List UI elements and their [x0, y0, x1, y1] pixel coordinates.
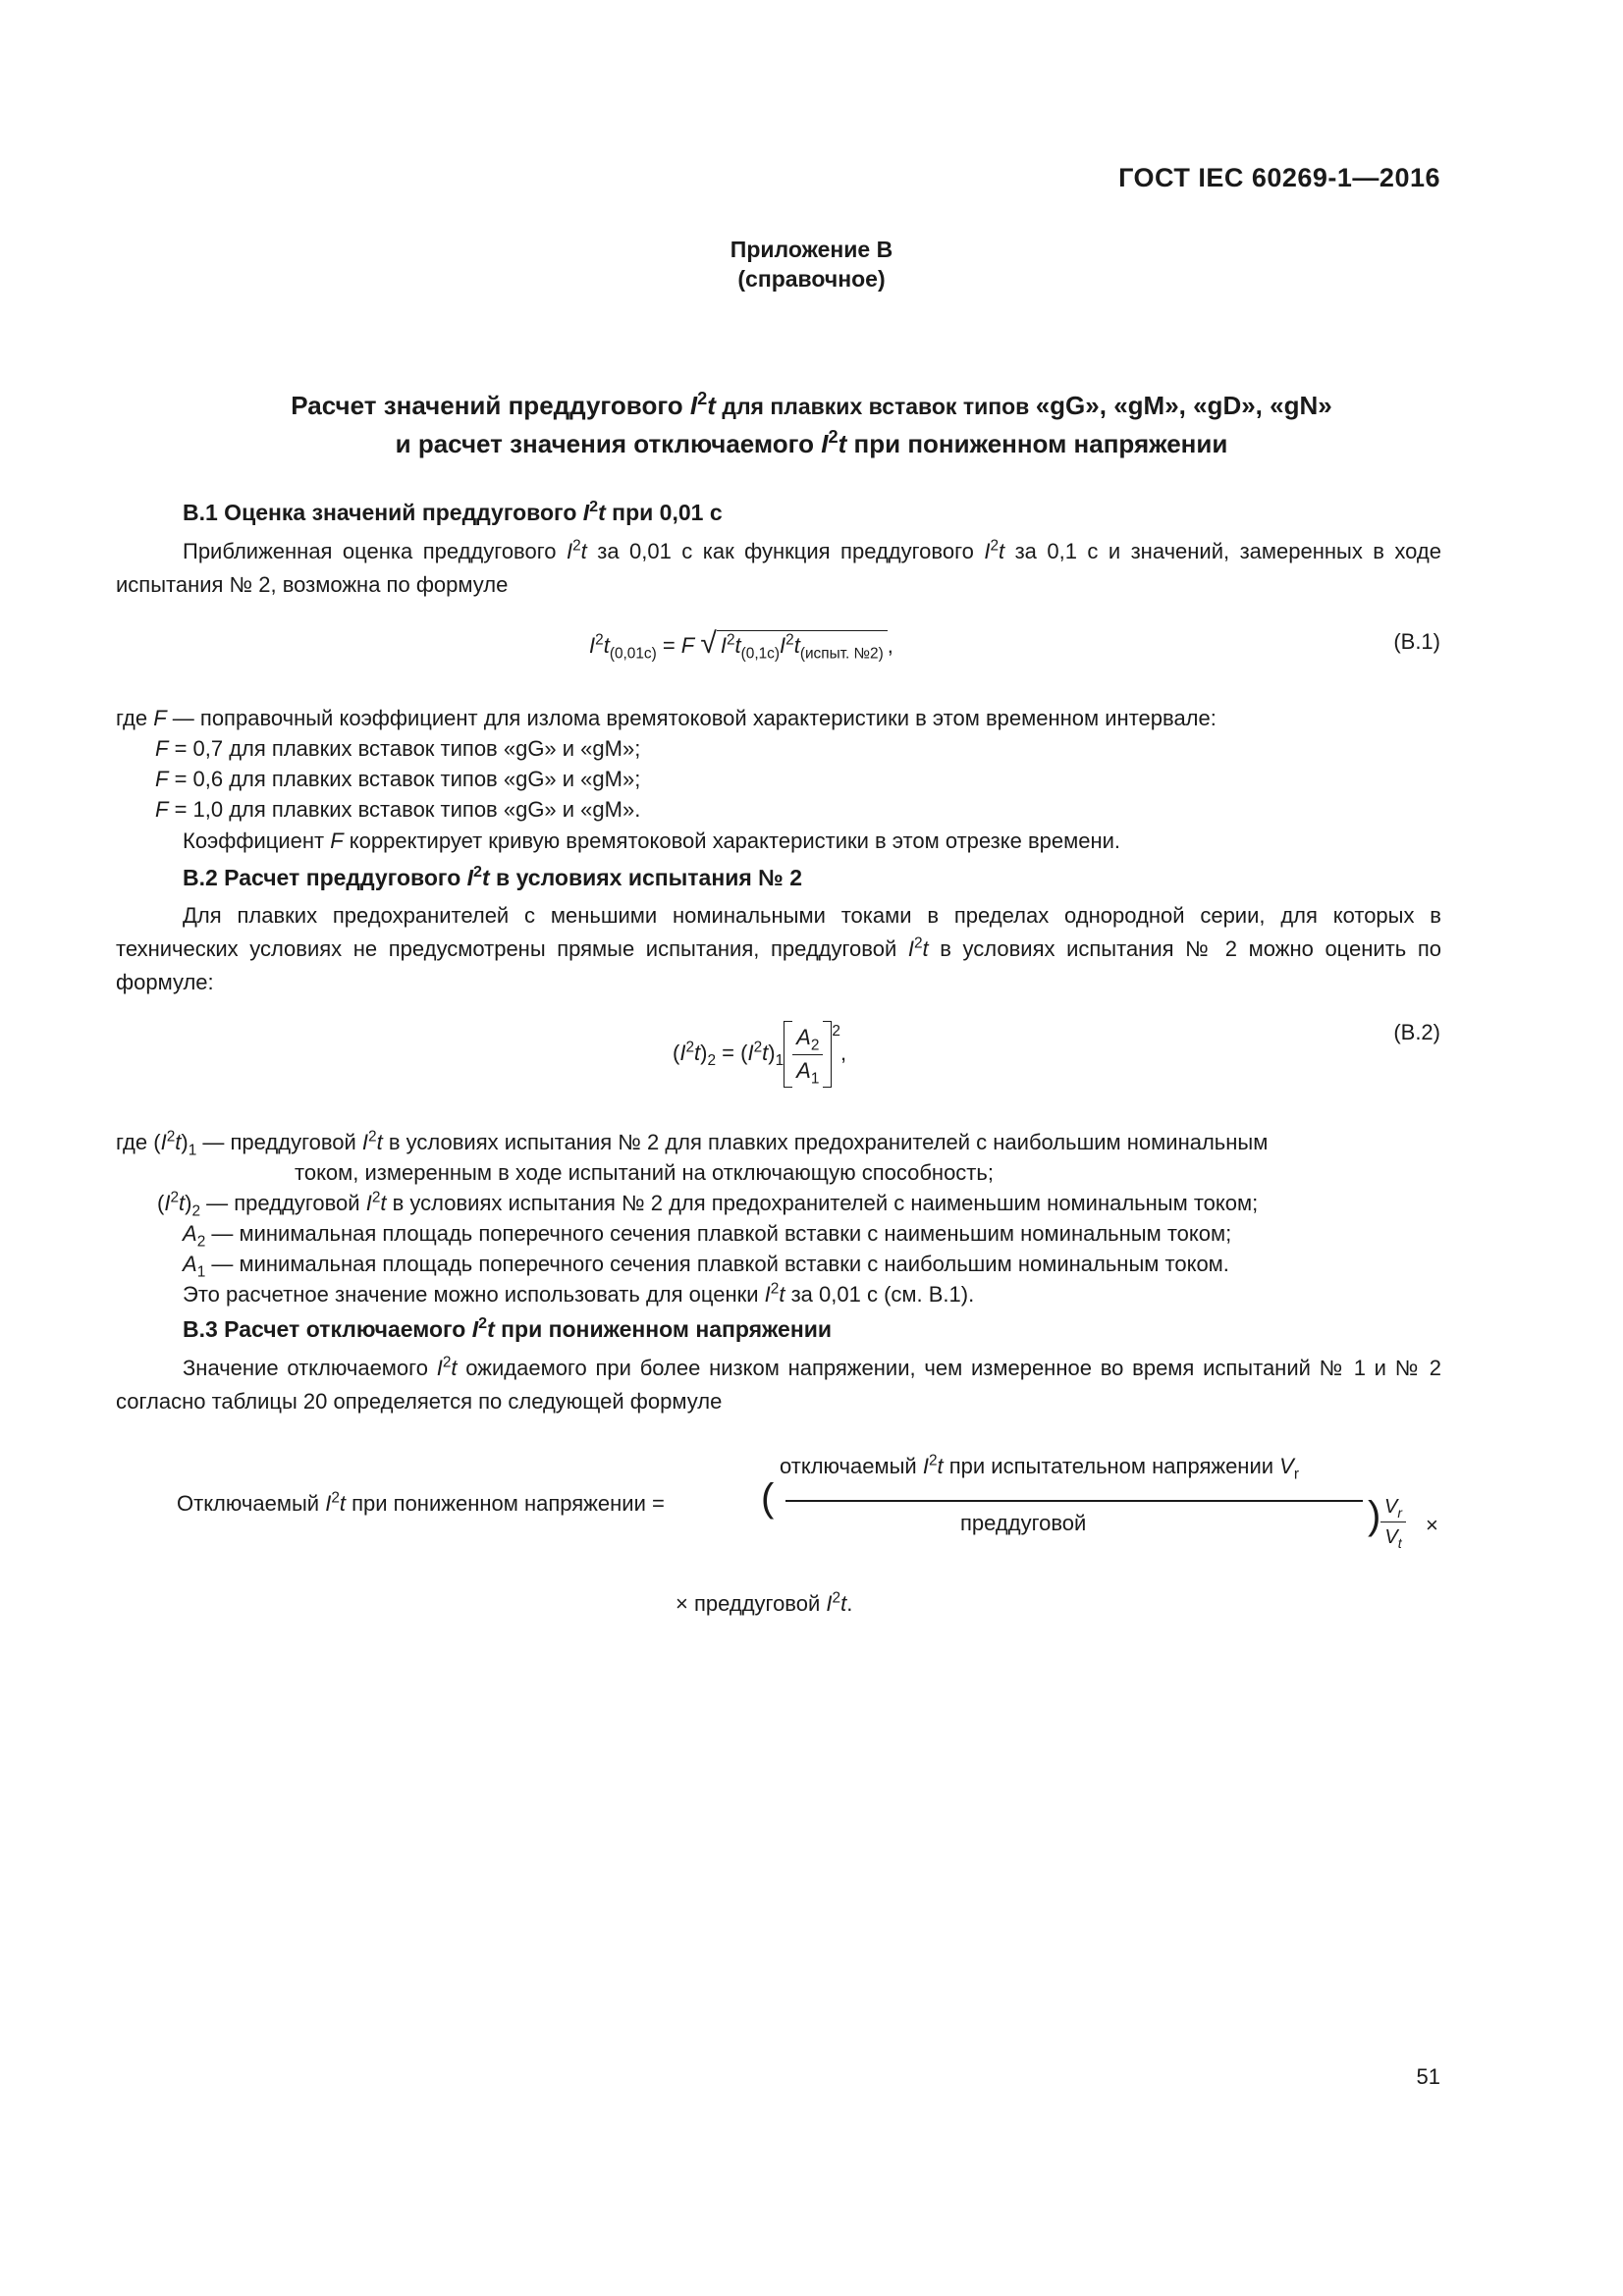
formula-b3-numerator: отключаемый $I^2t$ при испытательном напряжении $V_r$	[780, 1452, 1299, 1483]
formula-b3-times: ×	[1426, 1513, 1438, 1537]
section-heading-b3: В.3 Расчет отключаемого $I^2t$ при пониженном напряжении	[183, 1314, 833, 1342]
equation-number-b2: (В.2)	[1393, 1020, 1440, 1044]
formula-b3-lhs: Отключаемый $I^2t$ при пониженном напряжении =	[177, 1489, 665, 1516]
main-title-line2: и расчет значения отключаемого $I^2t$ при пониженном напряжении	[395, 427, 1228, 458]
value-f-2: F = 0,6 для плавких вставок типов «gG» и «gM»;	[155, 767, 641, 791]
area-ratio: $\frac{A_2}{A_1}$	[792, 1024, 823, 1085]
formula-b1: $I^2t_{(0,01с)} = F$ √ $I^2t_{(0,1с)}I^2t_{(испыт. №2)}$ ,	[589, 627, 893, 663]
definition-a1: $A_1$ — минимальная площадь поперечного сечения плавкой вставки с наибольшим номинальным током.	[183, 1252, 1229, 1281]
formula-b3-open-paren: (	[761, 1476, 775, 1520]
main-title	[0, 387, 1623, 462]
paragraph-b1: Приближенная оценка преддугового $I^2t$ за 0,01 с как функция преддугового $I^2t$ за 0,1 с и значений, замеренных в ходе испытания № 2, возможна по формуле	[116, 537, 1442, 597]
formula-b3-exponent: $\frac{V_r}{V_t}$	[1380, 1494, 1406, 1550]
sqrt-sign-icon: √	[700, 627, 717, 660]
value-f-1: F = 0,7 для плавких вставок типов «gG» и «gM»;	[155, 736, 641, 761]
definition-a2: $A_2$ — минимальная площадь поперечного сечения плавкой вставки с наименьшим номинальным током;	[183, 1221, 1232, 1251]
formula-b3-close-paren: )	[1368, 1494, 1381, 1537]
note-b1: Коэффициент F корректирует кривую времятоковой характеристики в этом отрезке времени.	[183, 828, 1121, 853]
left-bracket	[784, 1021, 792, 1088]
where-f: где F — поправочный коэффициент для излома времятоковой характеристики в этом временном интервале:	[116, 706, 1217, 730]
sqrt-radicand: $I^2t_{(0,1с)}I^2t_{(испыт. №2)}$	[717, 630, 888, 658]
paragraph-b2: Для плавких предохранителей с меньшими номинальными токами в пределах однородной серии, для которых в технических условиях не предусмотрены прямые испытания, преддуговой $I^2t$ в условиях испытания № 2 можно оценить по формуле:	[116, 903, 1441, 994]
annex-type: (справочное)	[737, 266, 886, 292]
section-heading-b1: В.1 Оценка значений преддугового $I^2t$ при 0,01 с	[183, 498, 723, 525]
document-code: ГОСТ IEC 60269-1—2016	[1118, 163, 1440, 192]
definition-i2t-1: где $(I^2t)_1$ — преддуговой $I^2t$ в условиях испытания № 2 для плавких предохранителей с наибольшим номинальным	[116, 1128, 1269, 1159]
main-title-line1: Расчет значений преддугового $I^2t$ для плавких вставок типов «gG», «gM», «gD», «gN»	[291, 389, 1332, 420]
formula-b3-denominator: преддуговой	[960, 1511, 1087, 1535]
note-b2: Это расчетное значение можно использовать для оценки $I^2t$ за 0,01 с (см. В.1).	[183, 1280, 975, 1307]
value-f-3: F = 1,0 для плавких вставок типов «gG» и «gM».	[155, 797, 641, 822]
definition-i2t-2: $(I^2t)_2$ — преддуговой $I^2t$ в условиях испытания № 2 для предохранителей с наименьшим номинальным током;	[157, 1189, 1259, 1220]
section-heading-b2: В.2 Расчет преддугового $I^2t$ в условиях испытания № 2	[183, 863, 803, 890]
formula-b2: $(I^2t)_2 = (I^2t)_1$ $\frac{A_2}{A_1}$ $^2$,	[673, 1021, 846, 1088]
equation-number-b1: (В.1)	[1393, 629, 1440, 654]
formula-b3-fraction-bar	[785, 1500, 1363, 1502]
page-number: 51	[1416, 2064, 1440, 2089]
annex-title: Приложение В	[730, 237, 893, 262]
formula-b3-continuation: × преддуговой $I^2t$.	[676, 1589, 853, 1616]
paragraph-b3: Значение отключаемого $I^2t$ ожидаемого при более низком напряжении, чем измеренное во время испытаний № 1 и № 2 согласно таблицы 20 определяется по следующей формуле	[116, 1354, 1441, 1414]
definition-i2t-1-cont: током, измеренным в ходе испытаний на отключающую способность;	[295, 1160, 994, 1185]
